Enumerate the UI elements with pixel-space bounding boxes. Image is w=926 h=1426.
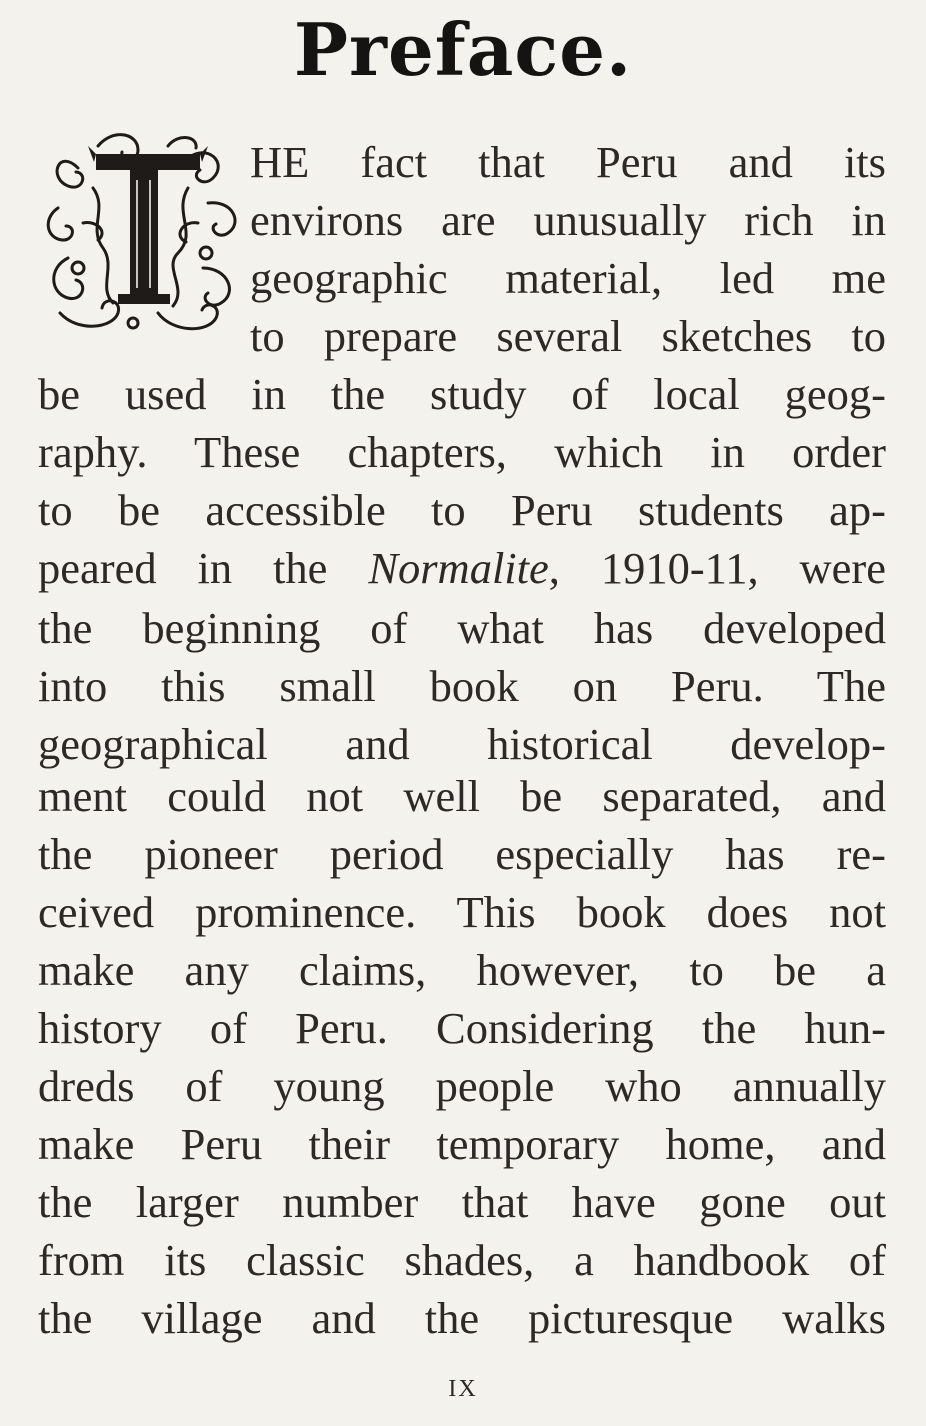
text-segment: , 1910-11, were xyxy=(548,543,886,593)
text-line: the village and the picturesque walks xyxy=(38,1293,886,1343)
text-line: the pioneer period especially has re- xyxy=(38,829,886,879)
text-line: raphy. These chapters, which in order xyxy=(38,427,886,477)
ornamental-dropcap-t xyxy=(38,128,248,338)
text-line: ceived prominence. This book does not xyxy=(38,887,886,937)
text-line: be used in the study of local geog- xyxy=(38,369,886,419)
text-line: ment could not well be separated, and xyxy=(38,771,886,821)
text-line: to be accessible to Peru students ap- xyxy=(38,485,886,535)
text-line: make Peru their temporary home, and xyxy=(38,1119,886,1169)
text-line: the beginning of what has developed xyxy=(38,603,886,653)
text-line: the larger number that have gone out xyxy=(38,1177,886,1227)
text-line: HE fact that Peru and its xyxy=(250,137,886,187)
text-line: geographical and historical develop- xyxy=(38,719,886,769)
italic-title-normalite: Normalite xyxy=(368,543,549,593)
text-line: into this small book on Peru. The xyxy=(38,661,886,711)
text-line: from its classic shades, a handbook of xyxy=(38,1235,886,1285)
text-line: to prepare several sketches to xyxy=(250,311,886,361)
text-line xyxy=(38,539,886,597)
page-title: Preface. xyxy=(293,7,633,92)
text-line: environs are unusually rich in xyxy=(250,195,886,245)
text-line: dreds of young people who annually xyxy=(38,1061,886,1111)
text-line: make any claims, however, to be a xyxy=(38,945,886,995)
text-line: history of Peru. Considering the hun- xyxy=(38,1003,886,1053)
text-segment: peared in the xyxy=(38,543,328,593)
text-line: geographic material, led me xyxy=(250,253,886,303)
page-number: IX xyxy=(448,1376,478,1402)
